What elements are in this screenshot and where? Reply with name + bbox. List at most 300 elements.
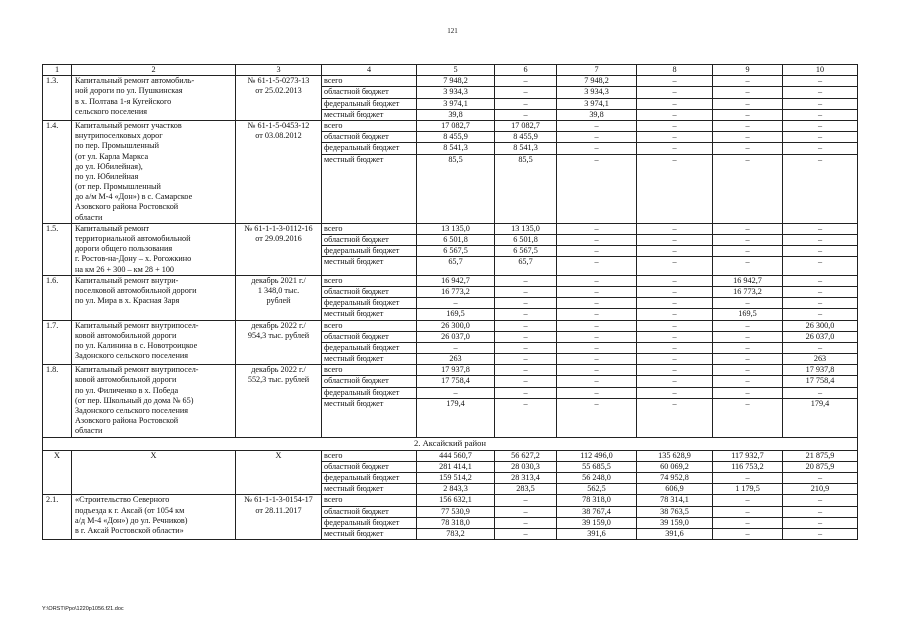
amount-value: –	[783, 76, 857, 87]
amount-value: –	[672, 398, 677, 408]
amount-value: 56 248,0	[557, 473, 636, 484]
cell-line: от 03.08.2012	[255, 131, 302, 141]
cell-line: Азовского района Ростовской	[75, 416, 179, 426]
cell-lines	[557, 224, 636, 268]
cell-lines	[239, 276, 318, 307]
budget-types	[322, 320, 417, 365]
amount-c10	[783, 495, 858, 540]
amount-value: 26 037,0	[417, 332, 494, 343]
cell-lines	[557, 276, 636, 320]
amount-c9	[713, 495, 783, 540]
amount-c9	[713, 76, 783, 121]
cell-line: подъезда к г. Аксай (от 1054 км	[75, 505, 185, 515]
cell-lines	[417, 276, 494, 320]
amount-value: 159 514,2	[417, 473, 494, 484]
budget-label: федеральный бюджет	[322, 99, 416, 110]
amount-c10	[783, 365, 858, 437]
amount-value: 6 501,8	[417, 235, 494, 246]
amount-value: 16 773,2	[713, 287, 782, 298]
cell-line: декабрь 2022 г./	[251, 365, 306, 375]
cell-line: Задонского сельского поселения	[75, 351, 189, 361]
amount-value: 39,8	[589, 109, 604, 119]
amount-value: 28 030,3	[495, 462, 556, 473]
budget-label: федеральный бюджет	[322, 473, 416, 484]
amount-value: –	[637, 376, 712, 387]
amount-value: 179,4	[810, 398, 830, 408]
cell-line: рублей	[266, 296, 291, 306]
amount-value: –	[713, 473, 782, 484]
cell-lines	[322, 365, 416, 409]
cell-lines	[495, 495, 556, 539]
section-total-row	[43, 450, 858, 495]
cell-lines	[783, 76, 857, 120]
program-table	[42, 64, 858, 540]
cell-lines	[557, 321, 636, 365]
amount-value: –	[637, 76, 712, 87]
amount-value: 1 179,5	[735, 484, 760, 494]
budget-label: областной бюджет	[322, 235, 416, 246]
cell-lines	[637, 365, 712, 409]
column-header: 3	[236, 65, 322, 76]
budget-label: местный бюджет	[324, 484, 384, 494]
amount-value: 85,5	[518, 154, 533, 164]
cell-lines	[239, 224, 318, 244]
amount-value: –	[817, 154, 823, 164]
amount-c8	[637, 223, 713, 275]
amount-value: 17 082,7	[417, 121, 494, 132]
budget-label: всего	[322, 495, 416, 506]
cell-lines	[783, 451, 857, 495]
amount-value: 6 567,5	[417, 246, 494, 257]
column-header: 10	[783, 65, 858, 76]
cell-line: (от ул. Карла Маркса	[75, 151, 149, 161]
amount-value: –	[495, 495, 556, 506]
amount-value: –	[495, 376, 556, 387]
amount-value: –	[783, 298, 857, 309]
cell-line: Капитальный ремонт внутрипосел-	[75, 365, 199, 375]
object-name: Х	[72, 450, 236, 495]
amount-value: –	[637, 99, 712, 110]
amount-value: –	[523, 398, 528, 408]
amount-value: 7 948,2	[417, 76, 494, 87]
cell-lines	[75, 495, 232, 536]
cell-line: 1 348,0 тыс.	[257, 285, 300, 295]
cell-line: дороги общего пользования	[75, 244, 173, 254]
budget-types	[322, 76, 417, 121]
amount-value: –	[637, 343, 712, 354]
cell-line: на км 26 + 300 – км 28 + 100	[75, 264, 175, 274]
amount-value: –	[713, 143, 782, 154]
amount-value: –	[745, 154, 750, 164]
amount-value: –	[713, 224, 782, 235]
amount-c9	[713, 223, 783, 275]
amount-value: –	[637, 132, 712, 143]
amount-value: –	[783, 287, 857, 298]
table-row	[43, 365, 858, 437]
budget-types	[322, 450, 417, 495]
amount-value: 2 843,3	[443, 484, 468, 494]
cell-line: по пер. Промышленный	[75, 141, 160, 151]
cell-lines	[713, 76, 782, 120]
row-number: 1.4.	[43, 120, 72, 223]
amount-c8	[637, 450, 713, 495]
amount-value: 169,5	[446, 309, 465, 319]
amount-value: –	[817, 309, 823, 319]
amount-value: 28 313,4	[495, 473, 556, 484]
amount-value: –	[495, 321, 556, 332]
amount-value: –	[637, 365, 712, 376]
row-number: Х	[43, 450, 72, 495]
amount-value: –	[713, 365, 782, 376]
cell-lines	[783, 121, 857, 165]
amount-value: –	[557, 321, 636, 332]
cell-line: Капитальный ремонт внутрипосел-	[75, 320, 199, 330]
cell-lines	[713, 365, 782, 409]
amount-value: 3 934,3	[417, 87, 494, 98]
cell-line: в г. Аксай Ростовской области»	[75, 525, 184, 535]
amount-c6	[495, 76, 557, 121]
amount-value: 16 942,7	[417, 276, 494, 287]
budget-label: местный бюджет	[324, 154, 384, 164]
column-header: 9	[713, 65, 783, 76]
cell-line: Капитальный ремонт участков	[75, 120, 182, 130]
amount-value: –	[523, 354, 528, 364]
amount-c10	[783, 320, 858, 365]
amount-value: 26 300,0	[783, 321, 857, 332]
amount-value: 60 069,2	[637, 462, 712, 473]
cell-line: № 61-1-1-3-0112-16	[244, 223, 313, 233]
budget-label: областной бюджет	[322, 462, 416, 473]
amount-value: –	[745, 398, 750, 408]
object-name	[72, 320, 236, 365]
budget-label: всего	[322, 365, 416, 376]
budget-label: областной бюджет	[322, 87, 416, 98]
cell-lines	[75, 365, 232, 436]
document-ref	[236, 320, 322, 365]
cell-lines	[557, 121, 636, 165]
cell-lines	[495, 321, 556, 365]
cell-lines	[637, 495, 712, 539]
amount-value: –	[523, 528, 528, 538]
cell-line: Капитальный ремонт автомобиль-	[75, 76, 195, 86]
amount-value: 38 767,4	[557, 507, 636, 518]
amount-value: 38 763,5	[637, 507, 712, 518]
column-header: 1	[43, 65, 72, 76]
file-path-footer: Y:\ORST\Ppo\1220p1056.f21.doc	[42, 606, 124, 612]
amount-value: –	[783, 507, 857, 518]
amount-value: 283,5	[516, 484, 535, 494]
cell-lines	[495, 365, 556, 409]
amount-value: –	[637, 321, 712, 332]
cell-lines	[417, 365, 494, 409]
amount-value: –	[594, 257, 599, 267]
amount-value: –	[557, 143, 636, 154]
amount-value: 21 875,9	[783, 451, 857, 462]
amount-value: –	[637, 87, 712, 98]
column-header: 6	[495, 65, 557, 76]
cell-lines	[783, 276, 857, 320]
cell-line: до ул. Юбилейная),	[75, 161, 143, 171]
budget-label: всего	[322, 121, 416, 132]
cell-line: Задонского сельского поселения	[75, 406, 189, 416]
amount-value: –	[783, 224, 857, 235]
amount-value: –	[594, 154, 599, 164]
cell-line: декабрь 2021 г./	[251, 275, 306, 285]
amount-value: 8 455,9	[417, 132, 494, 143]
cell-line: в х. Полтава 1-я Кугейского	[75, 96, 172, 106]
amount-value: –	[557, 332, 636, 343]
budget-label: федеральный бюджет	[322, 143, 416, 154]
section-heading-row	[43, 437, 858, 450]
cell-lines	[495, 76, 556, 120]
table-row	[43, 320, 858, 365]
amount-value: 55 685,5	[557, 462, 636, 473]
object-name	[72, 495, 236, 540]
cell-line: ковой автомобильной дороги	[75, 330, 177, 340]
amount-value: –	[672, 154, 677, 164]
cell-line: области	[75, 426, 103, 436]
amount-c5	[417, 450, 495, 495]
cell-lines	[557, 365, 636, 409]
cell-line: № 61-1-5-0273-13	[247, 76, 310, 86]
cell-lines	[557, 495, 636, 539]
amount-value: 17 758,4	[417, 376, 494, 387]
cell-lines	[417, 224, 494, 268]
budget-label: местный бюджет	[324, 398, 384, 408]
amount-c8	[637, 76, 713, 121]
cell-line: а/д М-4 «Дон») до ул. Речников)	[75, 515, 188, 525]
amount-value: –	[637, 143, 712, 154]
amount-value: –	[713, 321, 782, 332]
amount-value: 39 159,0	[637, 518, 712, 529]
amount-value: 17 937,8	[417, 365, 494, 376]
amount-value: 179,4	[446, 398, 465, 408]
column-header: 4	[322, 65, 417, 76]
budget-label: федеральный бюджет	[322, 246, 416, 257]
cell-lines	[75, 224, 232, 275]
amount-value: 26 037,0	[783, 332, 857, 343]
amount-c9	[713, 120, 783, 223]
amount-value: 3 974,1	[557, 99, 636, 110]
table-row	[43, 120, 858, 223]
amount-value: 13 135,0	[417, 224, 494, 235]
amount-value: –	[417, 298, 494, 309]
amount-c8	[637, 275, 713, 320]
budget-label: всего	[322, 76, 416, 87]
document-ref	[236, 120, 322, 223]
amount-value: –	[637, 224, 712, 235]
budget-label: местный бюджет	[324, 528, 384, 538]
amount-c10	[783, 450, 858, 495]
amount-value: –	[783, 121, 857, 132]
cell-line: «Строительство Северного	[75, 495, 170, 505]
amount-value: 606,9	[665, 484, 684, 494]
cell-lines	[75, 321, 232, 362]
cell-line: сельского поселения	[75, 106, 148, 116]
cell-lines	[417, 76, 494, 120]
amount-c7	[557, 365, 637, 437]
amount-value: –	[783, 246, 857, 257]
amount-value: 6 567,5	[495, 246, 556, 257]
amount-value: –	[713, 298, 782, 309]
amount-value: –	[637, 235, 712, 246]
amount-c8	[637, 120, 713, 223]
budget-label: всего	[322, 451, 416, 462]
amount-value: –	[672, 309, 677, 319]
cell-lines	[417, 121, 494, 165]
budget-label: всего	[322, 276, 416, 287]
row-number: 1.6.	[43, 275, 72, 320]
cell-line: от 29.09.2016	[255, 234, 302, 244]
cell-lines	[713, 451, 782, 495]
amount-value: 117 932,7	[713, 451, 782, 462]
amount-c8	[637, 365, 713, 437]
amount-value: –	[713, 99, 782, 110]
budget-label: областной бюджет	[322, 376, 416, 387]
amount-value: 13 135,0	[495, 224, 556, 235]
document-ref	[236, 495, 322, 540]
amount-value: –	[783, 388, 857, 399]
budget-label: всего	[322, 224, 416, 235]
amount-c7	[557, 320, 637, 365]
page-number: 121	[447, 27, 458, 35]
amount-c6	[495, 450, 557, 495]
cell-lines	[783, 495, 857, 539]
amount-value: –	[783, 276, 857, 287]
cell-lines	[239, 121, 318, 141]
object-name	[72, 365, 236, 437]
amount-c9	[713, 450, 783, 495]
cell-lines	[239, 365, 318, 385]
amount-value: 263	[449, 354, 462, 364]
cell-lines	[322, 224, 416, 268]
amount-c6	[495, 120, 557, 223]
cell-line: внутрипоселковых дорог	[75, 131, 163, 141]
amount-value: 74 952,8	[637, 473, 712, 484]
section-title: 2. Аксайский район	[43, 437, 858, 450]
amount-value: –	[495, 343, 556, 354]
budget-label: федеральный бюджет	[322, 298, 416, 309]
column-header: 7	[557, 65, 637, 76]
amount-value: 3 934,3	[557, 87, 636, 98]
row-number: 2.1.	[43, 495, 72, 540]
cell-lines	[75, 76, 232, 117]
amount-value: –	[417, 388, 494, 399]
amount-value: 16 942,7	[713, 276, 782, 287]
amount-value: –	[495, 332, 556, 343]
amount-value: –	[817, 257, 823, 267]
cell-line: № 61-1-1-3-0154-17	[244, 495, 313, 505]
budget-label: областной бюджет	[322, 332, 416, 343]
document-ref	[236, 223, 322, 275]
amount-value: –	[783, 143, 857, 154]
amount-value: –	[557, 376, 636, 387]
amount-value: –	[783, 87, 857, 98]
amount-value: 65,7	[448, 257, 463, 267]
amount-value: –	[783, 518, 857, 529]
amount-value: 6 501,8	[495, 235, 556, 246]
amount-value: –	[495, 518, 556, 529]
amount-value: –	[672, 109, 677, 119]
amount-value: –	[713, 132, 782, 143]
amount-c7	[557, 223, 637, 275]
amount-value: –	[713, 235, 782, 246]
document-ref	[236, 275, 322, 320]
amount-value: 444 560,7	[417, 451, 494, 462]
cell-line: г. Ростов-на-Дону – х. Рогожкино	[75, 254, 192, 264]
cell-lines	[322, 495, 416, 539]
amount-value: –	[713, 343, 782, 354]
budget-label: областной бюджет	[322, 132, 416, 143]
amount-value: –	[783, 235, 857, 246]
cell-lines	[417, 321, 494, 365]
cell-lines	[557, 451, 636, 495]
cell-line: по ул. Юбилейная	[75, 171, 139, 181]
amount-value: 17 937,8	[783, 365, 857, 376]
amount-c10	[783, 223, 858, 275]
cell-lines	[322, 121, 416, 165]
amount-value: 562,5	[587, 484, 606, 494]
cell-lines	[637, 276, 712, 320]
amount-value: –	[713, 507, 782, 518]
amount-value: 169,5	[738, 309, 757, 319]
amount-value: –	[637, 276, 712, 287]
amount-value: –	[557, 365, 636, 376]
amount-value: –	[557, 276, 636, 287]
amount-value: 783,2	[446, 528, 465, 538]
amount-c10	[783, 120, 858, 223]
amount-value: 156 632,1	[417, 495, 494, 506]
amount-value: 17 758,4	[783, 376, 857, 387]
column-header: 8	[637, 65, 713, 76]
budget-types	[322, 275, 417, 320]
budget-types	[322, 365, 417, 437]
cell-lines	[239, 76, 318, 96]
amount-value: –	[495, 298, 556, 309]
amount-value: –	[713, 388, 782, 399]
amount-c5	[417, 275, 495, 320]
cell-lines	[322, 76, 416, 120]
budget-label: областной бюджет	[322, 287, 416, 298]
amount-value: 7 948,2	[557, 76, 636, 87]
cell-line: ной дороги по ул. Пушкинская	[75, 86, 183, 96]
budget-types	[322, 495, 417, 540]
amount-c9	[713, 275, 783, 320]
header-row	[43, 65, 858, 76]
amount-value: –	[557, 246, 636, 257]
amount-value: –	[713, 76, 782, 87]
amount-value: 20 875,9	[783, 462, 857, 473]
amount-value: –	[672, 257, 677, 267]
cell-line: по ул. Мира в х. Красная Заря	[75, 296, 180, 306]
cell-lines	[637, 451, 712, 495]
amount-value: –	[637, 121, 712, 132]
cell-lines	[495, 451, 556, 495]
cell-line: по ул. Филиченко в х. Победа	[75, 385, 179, 395]
table-row	[43, 76, 858, 121]
budget-label: федеральный бюджет	[322, 388, 416, 399]
amount-value: –	[557, 388, 636, 399]
document-ref	[236, 76, 322, 121]
amount-c5	[417, 120, 495, 223]
amount-value: –	[557, 287, 636, 298]
amount-value: –	[557, 224, 636, 235]
amount-value: –	[713, 246, 782, 257]
cell-line: Азовского района Ростовской	[75, 202, 179, 212]
amount-c6	[495, 223, 557, 275]
amount-value: –	[637, 298, 712, 309]
row-number: 1.8.	[43, 365, 72, 437]
